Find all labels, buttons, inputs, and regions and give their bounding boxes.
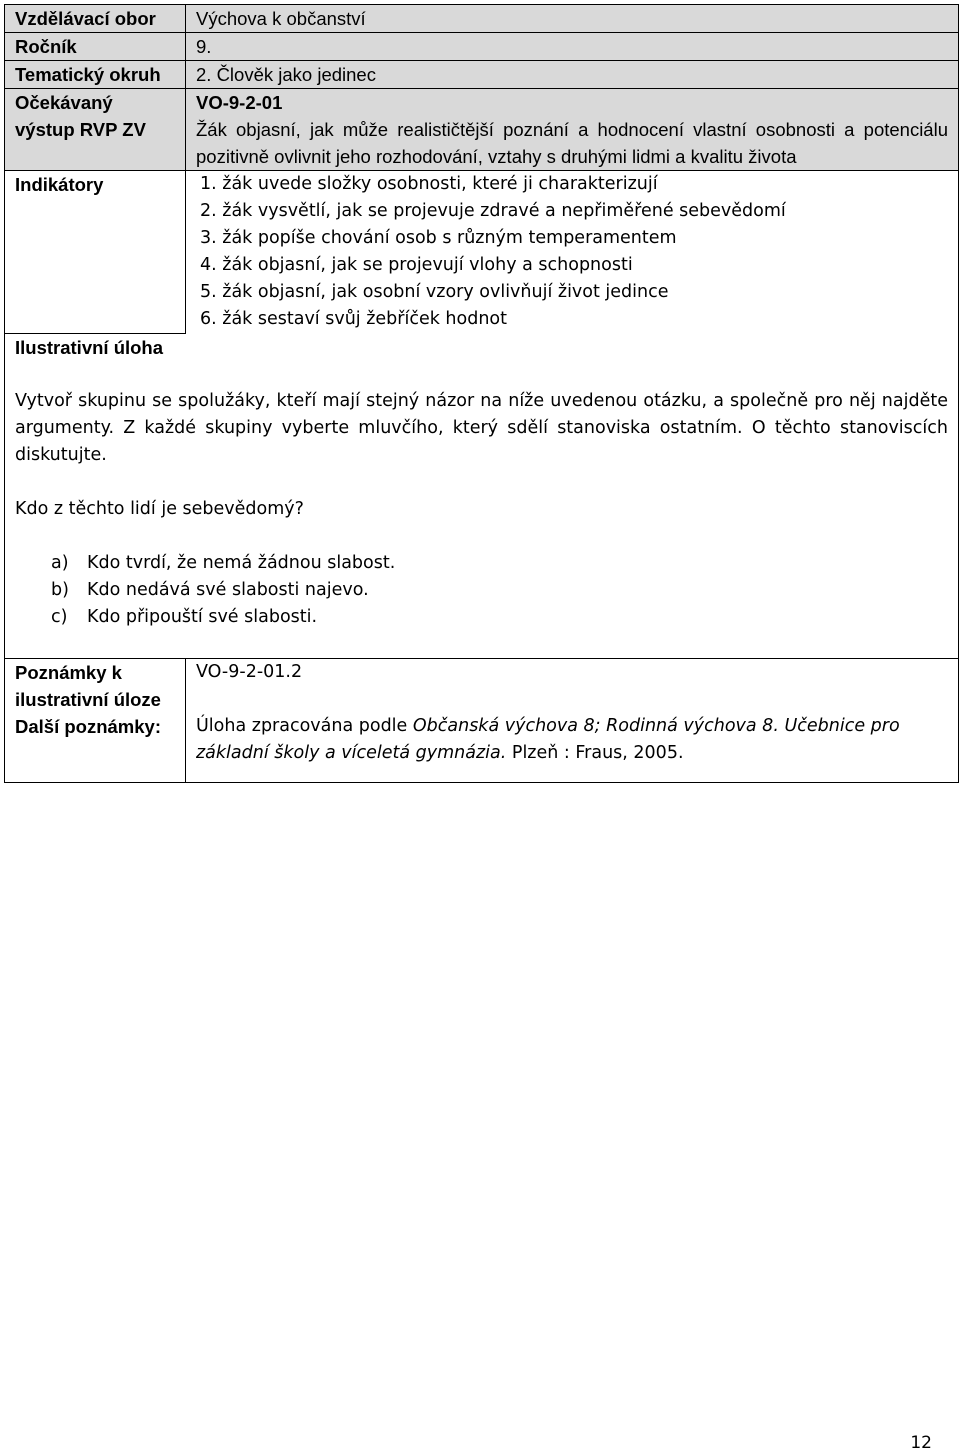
indicators-cell xyxy=(186,171,959,334)
grade-row xyxy=(5,33,959,61)
outcome-code: VO-9-2-01 xyxy=(196,92,283,113)
outcome-cell xyxy=(186,89,959,171)
other-notes-cell xyxy=(186,713,959,783)
indicators-list xyxy=(196,171,948,333)
other-notes-suffix: Plzeň : Fraus, 2005. xyxy=(506,742,684,763)
outcome-row xyxy=(5,89,959,171)
outcome-label: Očekávaný výstup RVP ZV xyxy=(5,89,186,171)
option-item xyxy=(51,577,948,604)
indicator-item: 6. žák sestaví svůj žebříček hodnot xyxy=(200,309,507,329)
option-item xyxy=(51,604,948,631)
indicator-item: 5. žák objasní, jak osobní vzory ovlivňují život jedince xyxy=(200,282,669,302)
task-sheet-table xyxy=(4,4,959,783)
page-number: 12 xyxy=(910,1433,932,1453)
subject-value: Výchova k občanství xyxy=(186,5,959,33)
task-options xyxy=(15,550,948,631)
theme-row xyxy=(5,61,959,89)
outcome-text: Žák objasní, jak může realističtější poznání a hodnocení vlastní osobnosti a potenciálu pozitivně ovlivnit jeho rozhodování, vztahy s druhými lidmi a kvalitu života xyxy=(196,119,948,167)
theme-value: 2. Člověk jako jedinec xyxy=(186,61,959,89)
option-text: Kdo nedává své slabosti najevo. xyxy=(87,579,369,600)
task-text: Vytvoř skupinu se spolužáky, kteří mají stejný názor na níže uvedenou otázku, a společně pro něj najděte argumenty. Z každé skupiny vyberte mluvčího, který sdělí stanoviska ostatním. O těchto stanoviscích diskutujte. xyxy=(15,390,948,465)
other-notes-row xyxy=(5,713,959,783)
indicators-row xyxy=(5,171,959,334)
indicator-item: 3. žák popíše chování osob s různým temperamentem xyxy=(200,228,677,248)
option-key: b) xyxy=(51,579,69,600)
indicator-item: 1. žák uvede složky osobnosti, které ji charakterizují xyxy=(200,174,658,194)
notes-row xyxy=(5,658,959,713)
grade-label: Ročník xyxy=(5,33,186,61)
task-row xyxy=(5,333,959,658)
notes-label: Poznámky k ilustrativní úloze xyxy=(5,658,186,713)
other-notes-prefix: Úloha zpracována podle xyxy=(196,715,413,736)
option-key: c) xyxy=(51,606,68,627)
option-text: Kdo tvrdí, že nemá žádnou slabost. xyxy=(87,552,396,573)
indicator-item: 2. žák vysvětlí, jak se projevuje zdravé a nepřiměřené sebevědomí xyxy=(200,201,786,221)
subject-label: Vzdělávací obor xyxy=(5,5,186,33)
theme-label: Tematický okruh xyxy=(5,61,186,89)
option-key: a) xyxy=(51,552,69,573)
task-label: Ilustrativní úloha xyxy=(15,336,164,358)
task-question: Kdo z těchto lidí je sebevědomý? xyxy=(15,498,304,519)
notes-value: VO-9-2-01.2 xyxy=(186,658,959,713)
grade-value: 9. xyxy=(186,33,959,61)
option-item xyxy=(51,550,948,577)
option-text: Kdo připouští své slabosti. xyxy=(87,606,318,627)
indicators-label: Indikátory xyxy=(5,171,186,334)
subject-row xyxy=(5,5,959,33)
other-notes-source: Občanská výchova 8; Rodinná výchova 8. Učebnice pro základní školy a víceletá gymnázia. xyxy=(196,715,900,763)
task-cell xyxy=(5,333,959,658)
indicator-item: 4. žák objasní, jak se projevují vlohy a schopnosti xyxy=(200,255,633,275)
other-notes-label: Další poznámky: xyxy=(5,713,186,783)
